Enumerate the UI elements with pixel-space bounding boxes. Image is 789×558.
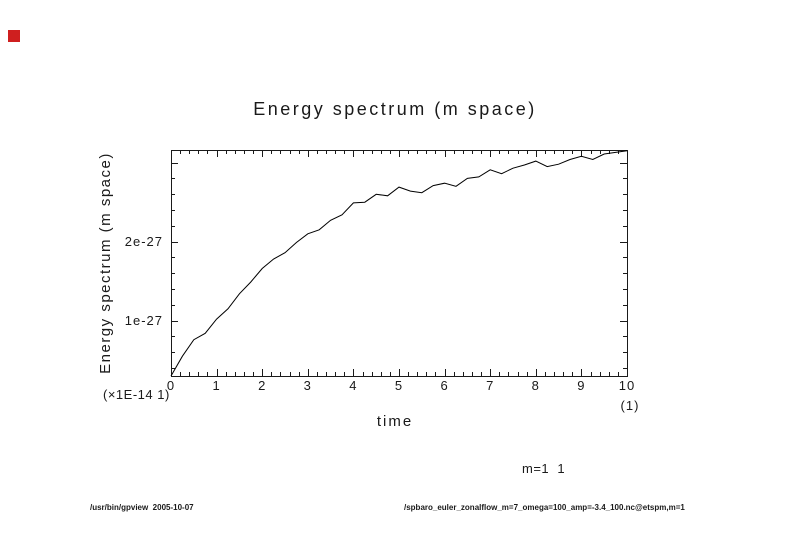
x-tick-label: 9 — [577, 378, 586, 393]
x-unit-note: (1) — [620, 398, 640, 413]
x-tick-label: 1 — [212, 378, 221, 393]
x-tick-label: 4 — [349, 378, 358, 393]
chart-title: Energy spectrum (m space) — [253, 99, 537, 119]
x-tick-label: 6 — [440, 378, 449, 393]
x-tick-label: 0 — [166, 378, 176, 393]
y-tick-label: 1e-27 — [124, 312, 163, 328]
y-tick-label: 2e-27 — [124, 233, 163, 249]
footer-filepath: /spbaro_euler_zonalflow_m=7_omega=100_amp=-3.4_100.nc@etspm,m=1 — [404, 503, 685, 512]
x-tick-label: 2 — [258, 378, 267, 393]
x-tick-label: 5 — [394, 378, 404, 393]
data-curve — [171, 151, 627, 376]
x-axis-label: time — [376, 413, 414, 430]
x-tick-label: 3 — [303, 378, 312, 393]
y-scale-note: (×1E-14 1) — [103, 387, 170, 402]
y-axis-label: Energy spectrum (m space) — [97, 152, 114, 374]
x-tick-label: 10 — [618, 378, 636, 393]
footer-command: /usr/bin/gpview 2005-10-07 — [90, 503, 194, 512]
legend-label: m=1 1 — [522, 461, 566, 476]
plot-frame — [172, 151, 628, 377]
x-tick-label: 8 — [531, 378, 540, 393]
x-tick-label: 7 — [486, 378, 495, 393]
